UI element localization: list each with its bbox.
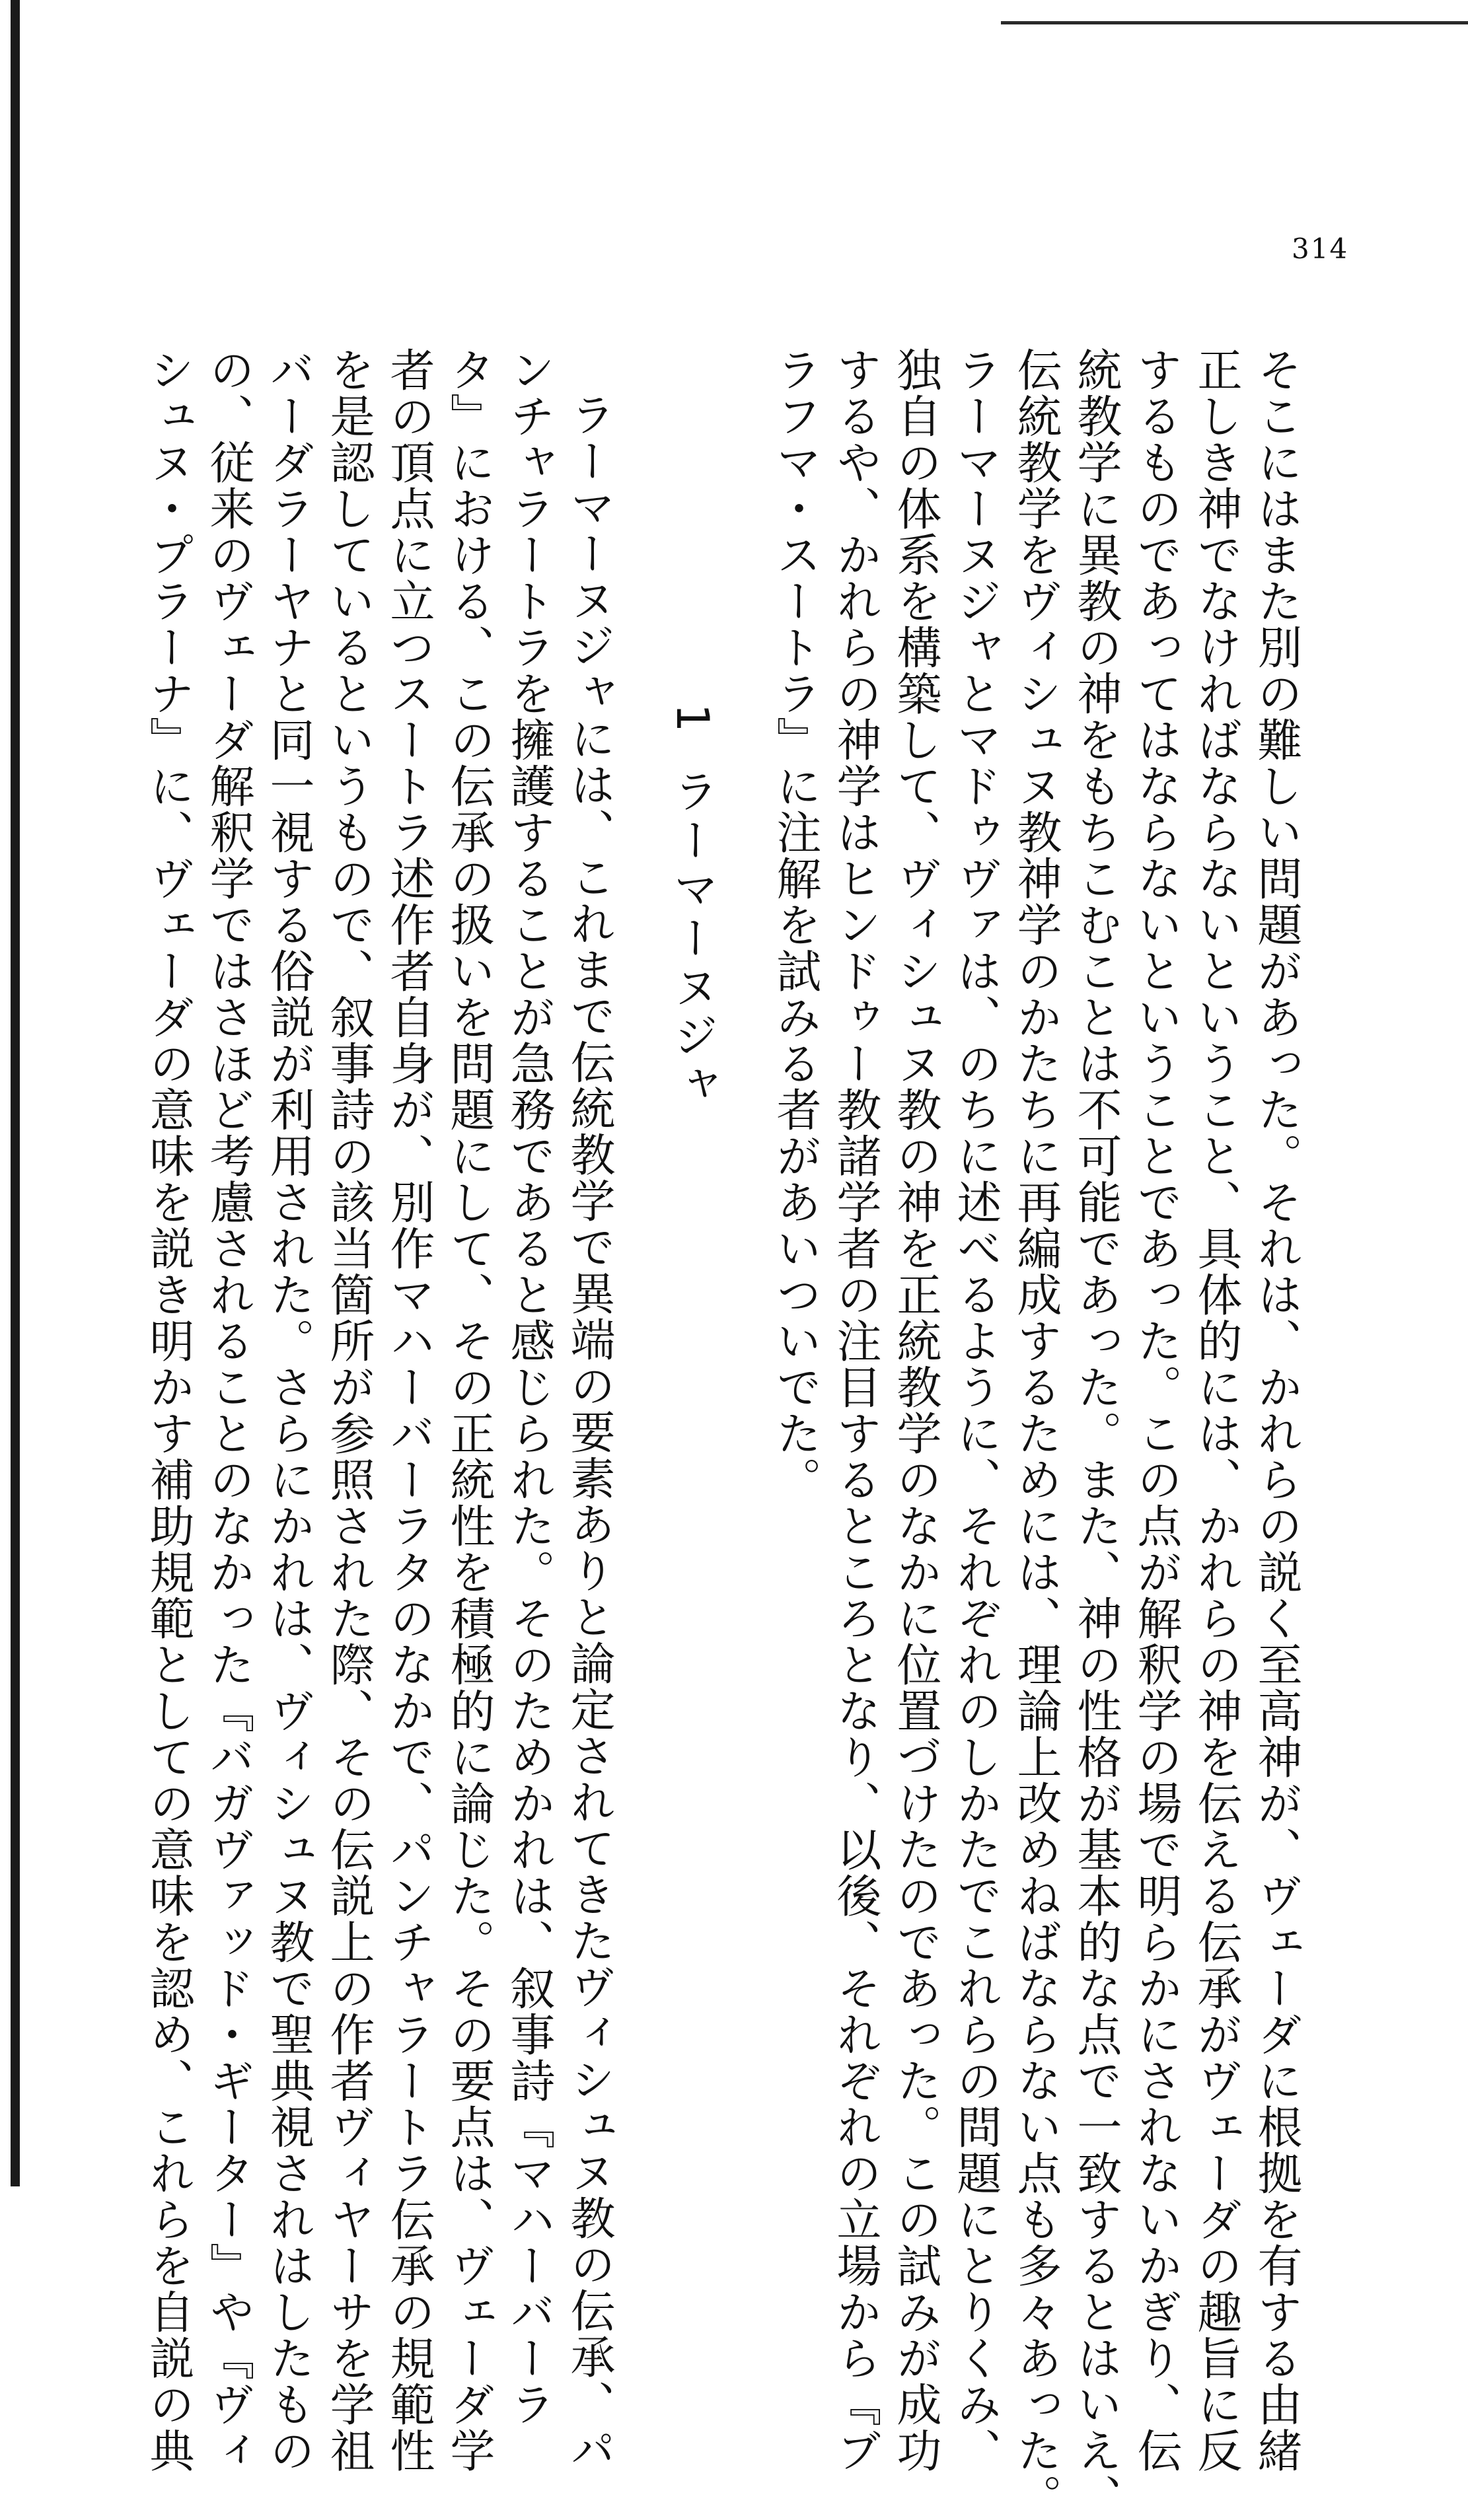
section-number: 1: [666, 703, 718, 733]
section-title: ラーマーヌジャ: [666, 768, 718, 1111]
paragraph-2: [138, 347, 619, 2474]
page-number: 314: [1292, 233, 1349, 265]
text-line: ラフマ・スートラ』に注解を試みる者があいついでた。: [769, 347, 821, 1503]
text-line: の、従来のヴェーダ解釈学ではさほど考慮されることのなかった『バガヴァッド・ギーター』や『ヴィ: [202, 347, 254, 2474]
paragraph-1: [765, 347, 1306, 2520]
text-line: を是認しているというもので、叙事詩の該当箇所が参照された際、その伝説上の作者ヴィヤーサを学祖: [322, 347, 375, 2474]
body-text: [142, 347, 1306, 2520]
text-line: シュヌ・プラーナ』に、ヴェーダの意味を説き明かす補助規範としての意味を認め、これらを自説の典: [142, 347, 194, 2474]
text-line: そこにはまた別の難しい問題があった。それは、かれらの説く至高神が、ヴェーダに根拠を有する由緒: [1250, 347, 1302, 2474]
text-line: ンチャラートラを擁護することが急務であると感じられた。そのためかれは、叙事詩『マハーバーラ: [503, 347, 555, 2428]
scan-edge-left: [11, 0, 20, 2186]
text-line: 者の頂点に立つスートラ述作者自身が、別作マハーバーラタのなかで、パンチャラートラ伝承の規範性: [383, 347, 435, 2474]
text-line: 伝統教学をヴィシュヌ教神学のかたちに再編成するためには、理論上改めねばならない点も多々あった。: [1009, 347, 1062, 2520]
text-line: するものであってはならないということであった。この点が解釈学の場で明らかにされないかぎり、伝: [1130, 347, 1182, 2474]
text-line: 統教学に異教の神をもちこむことは不可能であった。また、神の性格が基本的な点で一致するとはいえ、: [1070, 347, 1122, 2520]
text-line: ラーマーヌジャには、これまで伝統教学で異端の要素ありと論定されてきたヴィシュヌ教の伝承、パ: [563, 392, 615, 2472]
scan-line-top: [1001, 21, 1468, 24]
text-line: 独自の体系を構築して、ヴィシュヌ教の神を正統教学のなかに位置づけたのであった。この試みが成功: [889, 347, 941, 2474]
text-line: バーダラーヤナと同一視する俗説が利用された。さらにかれは、ヴィシュヌ教で聖典視されはしたもの: [262, 347, 314, 2474]
text-line: ラーマーヌジャとマドゥヴァは、のちに述べるように、それぞれのしかたでこれらの問題にとりくみ、: [949, 347, 1002, 2474]
text-line: するや、かれらの神学はヒンドゥー教諸学者の注目するところとなり、以後、それぞれの立場から『ブ: [829, 347, 881, 2474]
section-heading: [662, 703, 722, 2143]
text-line: 正しき神でなければならないということ、具体的には、かれらの神を伝える伝承がヴェーダの趣旨に反: [1190, 347, 1242, 2474]
text-line: タ』における、この伝承の扱いを問題にして、その正統性を積極的に論じた。その要点は、ヴェーダ学: [443, 347, 495, 2474]
